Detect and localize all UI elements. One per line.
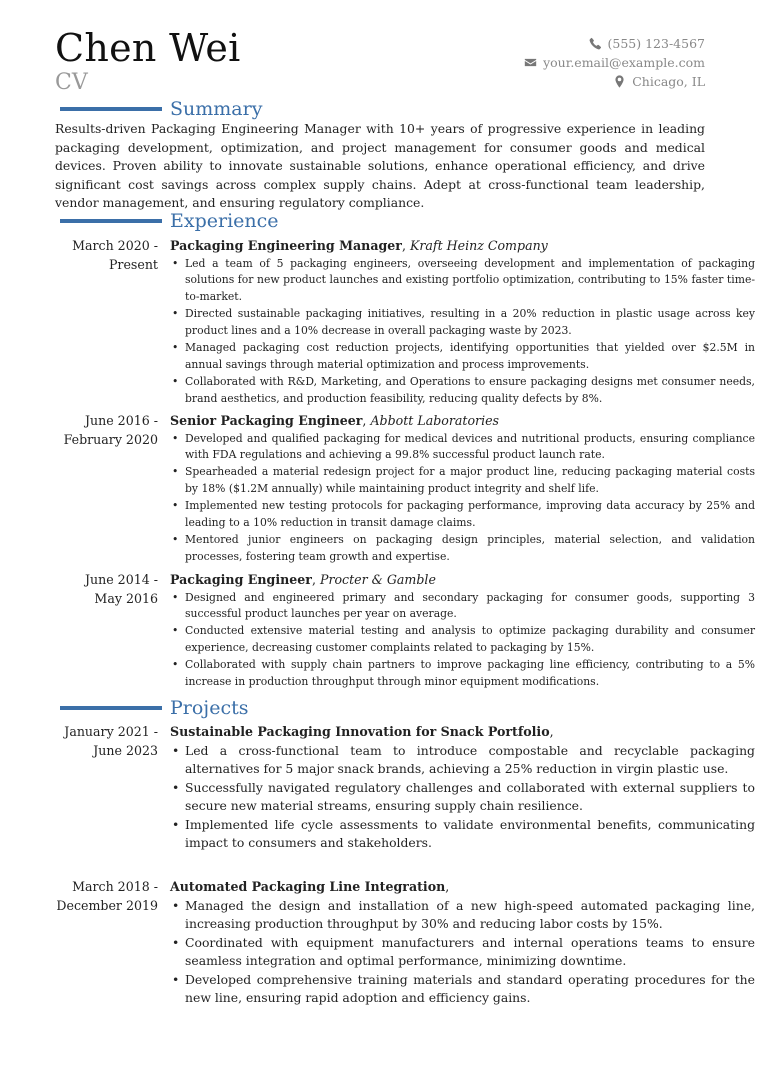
bullet-item: • Managed packaging cost reduction projects, identifying opportunities that yielded over $2.5M in annual savings through material optimization and process improvements. bbox=[170, 340, 755, 374]
project-name: Sustainable Packaging Innovation for Snack Portfolio bbox=[170, 724, 550, 739]
summary-text: Results-driven Packaging Engineering Manager with 10+ years of progressive experience in leading packaging development, optimization, and project management for consumer goods and medical devices. Proven ability to innovate sustainable solutions, enhance operational efficiency, and drive significant cost savings across complex supply chains. Adept at cross-functional team leadership, vendor management, and ensuring regulatory compliance. bbox=[55, 121, 705, 211]
section-title: Experience bbox=[170, 210, 279, 232]
entry-title: Senior Packaging Engineer, Abbott Laboratories bbox=[170, 413, 500, 428]
date-end: May 2016 bbox=[94, 590, 158, 606]
company-name: Abbott Laboratories bbox=[370, 413, 500, 428]
date-end: Present bbox=[108, 256, 158, 272]
bullet-item: • Conducted extensive material testing and analysis to optimize packaging durability and consumer experience, decreasing customer complaints related to packaging by 15%. bbox=[170, 623, 755, 657]
date-end: December 2019 bbox=[56, 897, 158, 913]
entry-date bbox=[55, 237, 158, 274]
title-suffix: , bbox=[549, 724, 554, 739]
resume-header bbox=[55, 28, 705, 98]
date-end: February 2020 bbox=[63, 431, 158, 447]
entry-body bbox=[170, 571, 755, 691]
section-accent-bar bbox=[60, 219, 162, 223]
entry-body bbox=[170, 878, 755, 1008]
phone-text: (555) 123-4567 bbox=[607, 36, 705, 51]
entry-date bbox=[55, 878, 158, 915]
bullet-item: • Mentored junior engineers on packaging design principles, material selection, and validation processes, fostering team growth and expertise. bbox=[170, 532, 755, 566]
bullet-item: • Directed sustainable packaging initiatives, resulting in a 20% reduction in plastic usage across key product lines and a 10% decrease in overall packaging waste by 2023. bbox=[170, 306, 755, 340]
entry-title: Packaging Engineer, Procter & Gamble bbox=[170, 572, 436, 587]
bullet-item: • Spearheaded a material redesign project for a major product line, reducing packaging material costs by 18% ($1.2M annually) while maintaining product integrity and shelf life. bbox=[170, 464, 755, 498]
project-name: Automated Packaging Line Integration bbox=[170, 879, 446, 894]
entry-title bbox=[170, 878, 755, 897]
company-name: Kraft Heinz Company bbox=[409, 238, 548, 253]
bullet-item: • Coordinated with equipment manufacturers and internal operations teams to ensure seamless integration and optimal performance, minimizing downtime. bbox=[170, 934, 755, 971]
bullet-item: • Implemented life cycle assessments to validate environmental benefits, communicating impact to consumers and stakeholders. bbox=[170, 816, 755, 853]
bullet-list bbox=[170, 431, 755, 566]
entry-body bbox=[170, 237, 755, 408]
date-start: June 2014 - bbox=[84, 572, 158, 587]
date-end: June 2023 bbox=[93, 742, 158, 758]
bullet-item: • Successfully navigated regulatory challenges and collaborated with external suppliers to secure new material streams, ensuring supply chain resilience. bbox=[170, 779, 755, 816]
entry-date bbox=[55, 412, 158, 449]
entry-date bbox=[55, 571, 158, 608]
title-suffix: , bbox=[445, 879, 450, 894]
section-heading-summary bbox=[60, 98, 262, 120]
section-heading-experience bbox=[60, 210, 279, 232]
entry-body bbox=[170, 412, 755, 566]
bullet-item: • Collaborated with supply chain partners to improve packaging line efficiency, contributing to a 5% increase in production throughput through minor equipment modifications. bbox=[170, 657, 755, 691]
section-title: Summary bbox=[170, 98, 263, 120]
map-pin-icon bbox=[613, 75, 626, 88]
location-text: Chicago, IL bbox=[632, 74, 705, 89]
entry-date bbox=[55, 723, 158, 760]
envelope-icon bbox=[524, 56, 537, 69]
job-role: Packaging Engineering Manager bbox=[170, 238, 402, 253]
bullet-list bbox=[170, 256, 755, 408]
contact-info bbox=[524, 34, 705, 91]
bullet-list bbox=[170, 742, 755, 854]
bullet-item: • Implemented new testing protocols for packaging performance, improving data accuracy by 25% and leading to a 10% reduction in transit damage claims. bbox=[170, 498, 755, 532]
section-title: Projects bbox=[170, 697, 249, 719]
job-role: Senior Packaging Engineer bbox=[170, 413, 363, 428]
email-link[interactable]: your.email@example.com bbox=[543, 55, 705, 70]
bullet-item: • Collaborated with R&D, Marketing, and Operations to ensure packaging designs met consumer needs, brand aesthetics, and production feasibility, reducing quality defects by 8%. bbox=[170, 374, 755, 408]
company-name: Procter & Gamble bbox=[319, 572, 436, 587]
bullet-item: • Managed the design and installation of a new high-speed automated packaging line, increasing production throughput by 30% and reducing labor costs by 15%. bbox=[170, 897, 755, 934]
section-heading-projects bbox=[60, 697, 248, 719]
entry-title bbox=[170, 723, 755, 742]
bullet-item: • Led a cross-functional team to introduce compostable and recyclable packaging alternatives for 5 major snack brands, achieving a 25% reduction in virgin plastic use. bbox=[170, 742, 755, 779]
entry-title: Packaging Engineering Manager, Kraft Heinz Company bbox=[170, 238, 548, 253]
contact-location bbox=[524, 72, 705, 91]
bullet-item: • Developed and qualified packaging for medical devices and nutritional products, ensuring compliance with FDA regulations and achieving a 99.8% successful product launch rate. bbox=[170, 431, 755, 465]
section-accent-bar bbox=[60, 107, 162, 111]
contact-phone bbox=[524, 34, 705, 53]
entry-body bbox=[170, 723, 755, 853]
bullet-list bbox=[170, 897, 755, 1009]
bullet-list bbox=[170, 590, 755, 691]
bullet-item: • Designed and engineered primary and secondary packaging for consumer goods, supporting 3 successful product launches per year on average. bbox=[170, 590, 755, 624]
bullet-item: • Led a team of 5 packaging engineers, overseeing development and implementation of packaging solutions for new product launches and existing portfolio optimization, contributing to 15% faster time-to-market. bbox=[170, 256, 755, 307]
phone-icon bbox=[589, 37, 602, 50]
date-start: March 2020 - bbox=[72, 238, 158, 253]
bullet-item: • Developed comprehensive training materials and standard operating procedures for the new line, ensuring rapid adoption and efficiency gains. bbox=[170, 971, 755, 1008]
person-name: Chen Wei bbox=[55, 26, 241, 70]
date-start: January 2021 - bbox=[64, 724, 158, 739]
date-start: June 2016 - bbox=[84, 413, 158, 428]
contact-email bbox=[524, 53, 705, 72]
document-subtitle: CV bbox=[55, 70, 88, 95]
section-accent-bar bbox=[60, 706, 162, 710]
job-role: Packaging Engineer bbox=[170, 572, 312, 587]
date-start: March 2018 - bbox=[72, 879, 158, 894]
